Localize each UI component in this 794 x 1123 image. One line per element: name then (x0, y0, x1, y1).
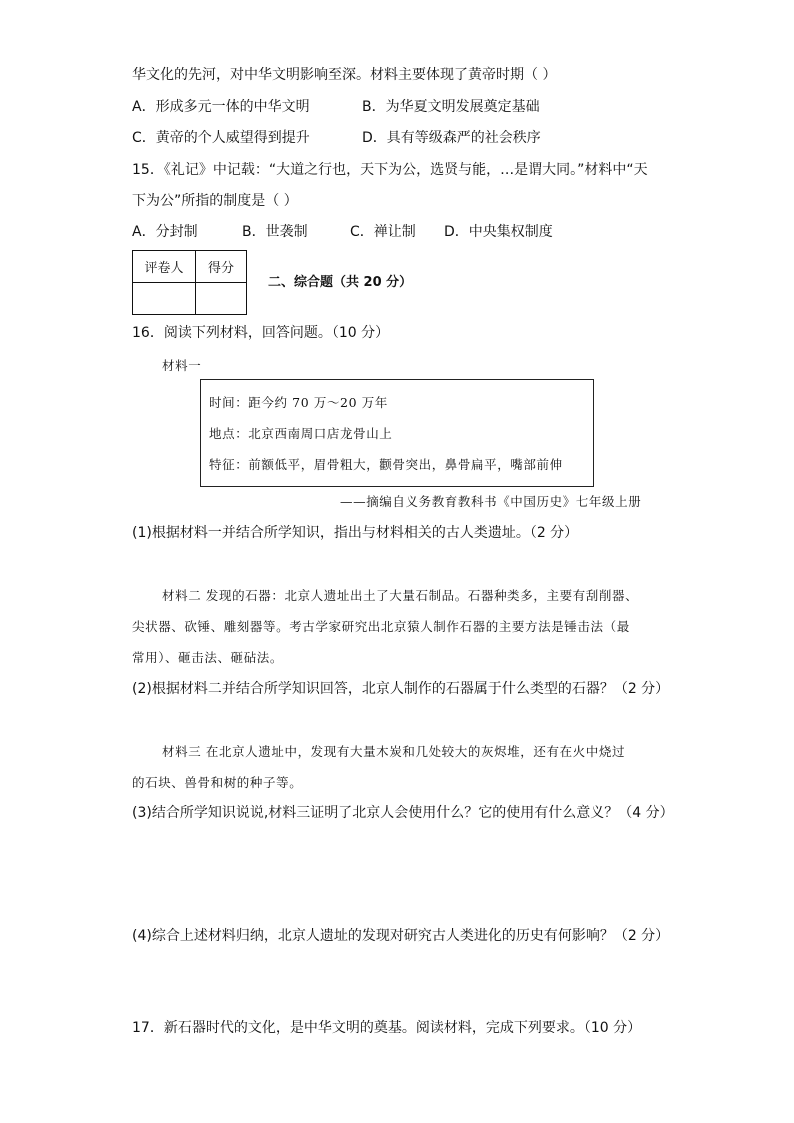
q15-stem-line2: 下为公”所指的制度是（ ） (132, 193, 298, 209)
score-table-grader-cell (133, 283, 196, 315)
material3-line1: 材料三 在北京人遗址中，发现有大量木炭和几处较大的灰烬堆，还有在火中烧过 (162, 744, 626, 759)
material1-source: ——摘编自义务教育教科书《中国历史》七年级上册 (340, 494, 642, 509)
score-table-grader-header: 评卷人 (133, 251, 196, 283)
material1-place: 地点：北京西南周口店龙骨山上 (209, 426, 393, 441)
q15-option-b: B．世袭制 (242, 224, 308, 240)
q16-sub3: (3)结合所学知识说说,材料三证明了北京人会使用什么？它的使用有什么意义？（4 分） (132, 805, 674, 821)
q15-option-d: D．中央集权制度 (444, 224, 553, 240)
section-title: 二、综合题（共 20 分） (268, 275, 413, 290)
q16-stem: 16．阅读下列材料，回答问题。（10 分） (132, 325, 390, 341)
material3-line2: 的石块、兽骨和树的种子等。 (132, 775, 303, 790)
q15-option-a: A．分封制 (132, 224, 198, 240)
score-table-score-cell (196, 283, 247, 315)
material1-time: 时间：距今约 70 万～20 万年 (209, 395, 388, 410)
q16-sub4: (4)综合上述材料归纳，北京人遗址的发现对研究古人类进化的历史有何影响？（2 分） (132, 928, 670, 944)
material1-label: 材料一 (162, 358, 202, 373)
q16-sub2: (2)根据材料二并结合所学知识回答，北京人制作的石器属于什么类型的石器？（2 分） (132, 681, 670, 697)
material2-line2: 尖状器、砍锤、雕刻器等。考古学家研究出北京猿人制作石器的主要方法是锤击法（最 (132, 619, 630, 634)
q15-option-c: C．禅让制 (350, 224, 416, 240)
material2-line1: 材料二 发现的石器：北京人遗址出土了大量石制品。石器种类多，主要有刮削器、 (162, 588, 639, 603)
q14-option-c: C．黄帝的个人威望得到提升 (132, 130, 310, 146)
q14-option-b: B．为华夏文明发展奠定基础 (362, 99, 540, 115)
q16-sub1: (1)根据材料一并结合所学知识，指出与材料相关的古人类遗址。（2 分） (132, 525, 579, 541)
q14-option-a: A．形成多元一体的中华文明 (132, 99, 310, 115)
q15-stem-line1: 15．《礼记》中记载：“大道之行也，天下为公，选贤与能，…是谓大同。”材料中“天 (132, 162, 648, 178)
score-table (132, 250, 247, 315)
q17-stem: 17．新石器时代的文化，是中华文明的奠基。阅读材料，完成下列要求。（10 分） (132, 1020, 642, 1036)
score-table-score-header: 得分 (196, 251, 247, 283)
material1-feature: 特征：前额低平，眉骨粗大，颧骨突出，鼻骨扁平，嘴部前伸 (209, 457, 563, 472)
q14-option-d: D．具有等级森严的社会秩序 (362, 130, 541, 146)
q14-stem-tail: 华文化的先河，对中华文明影响至深。材料主要体现了黄帝时期（ ） (132, 67, 557, 83)
material2-line3: 常用）、砸击法、砸砧法。 (132, 650, 283, 665)
